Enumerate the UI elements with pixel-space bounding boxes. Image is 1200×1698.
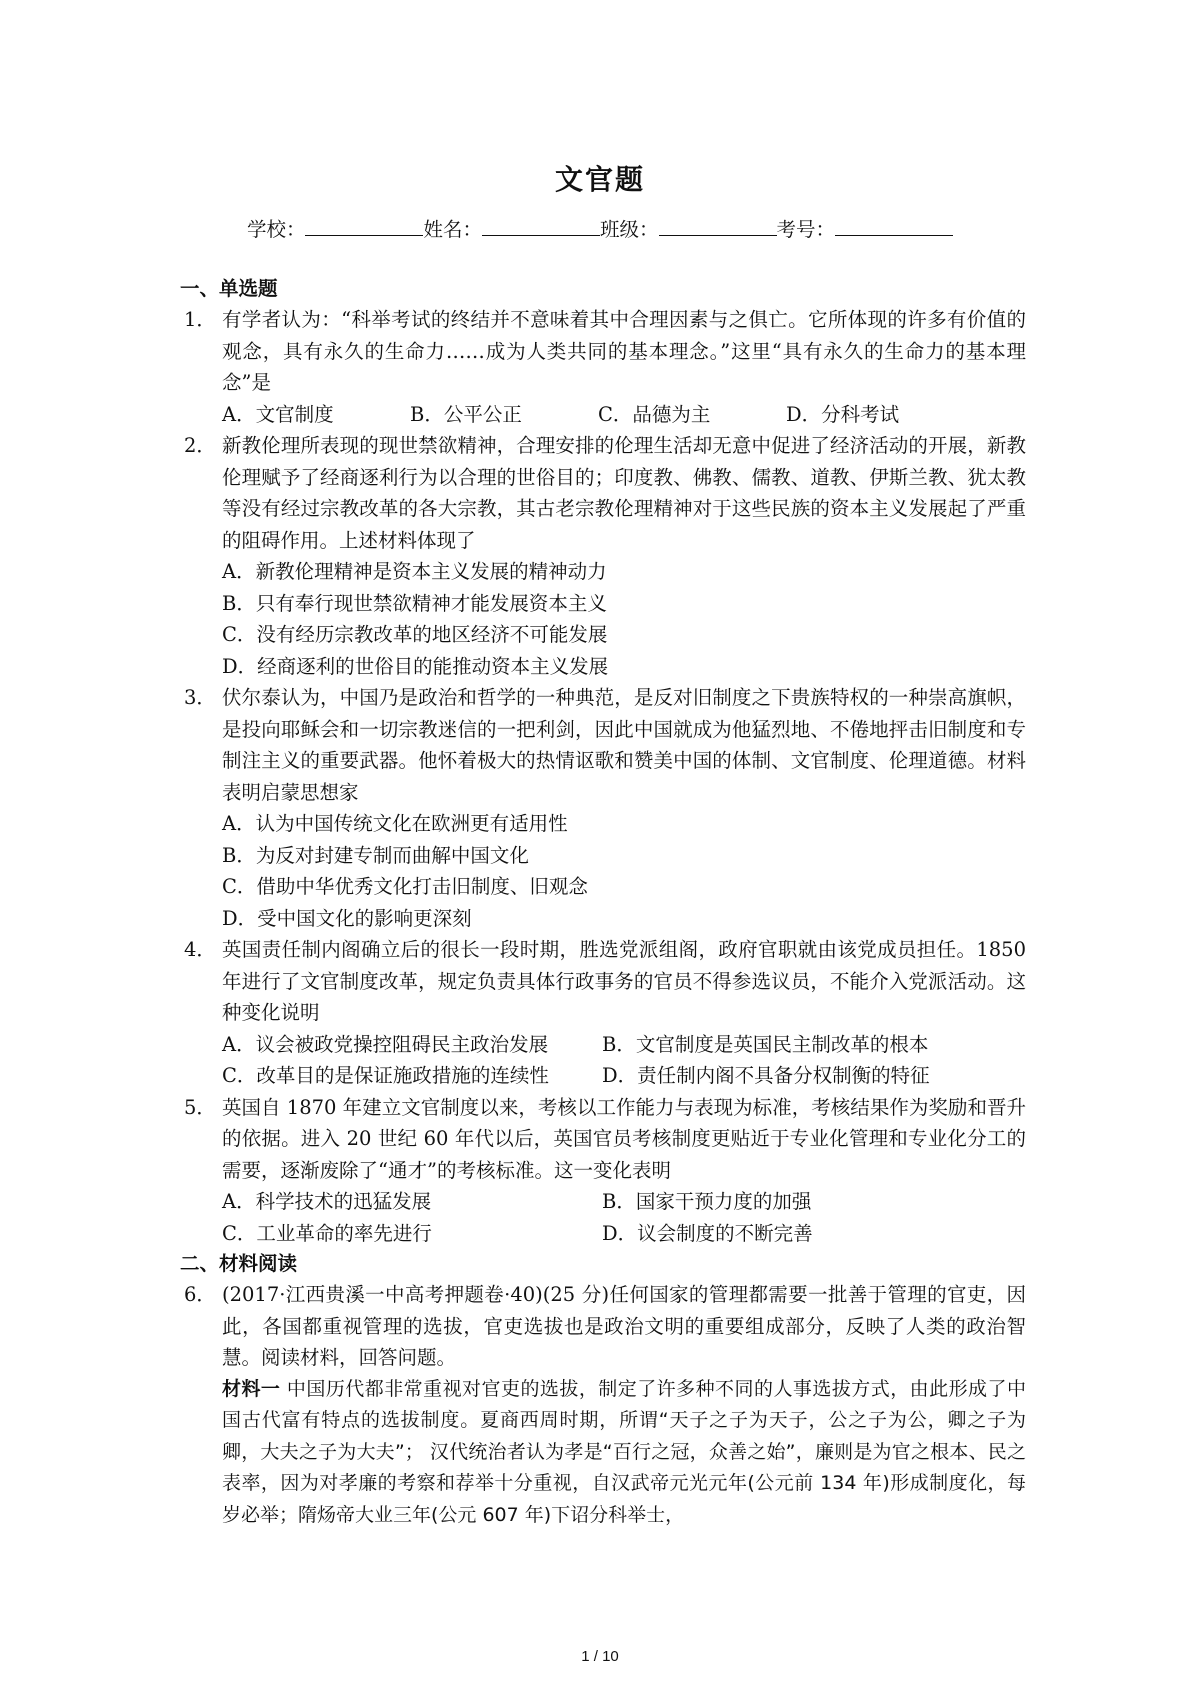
question-stem: 伏尔泰认为，中国乃是政治和哲学的一种典范，是反对旧制度之下贵族特权的一种崇高旗帜，是投向耶稣会和一切宗教迷信的一把利剑，因此中国就成为他猛烈地、不倦地抨击旧制度和专制注主义的重要武器。他怀着极大的热情讴歌和赞美中国的体制、文官制度、伦理道德。材料表明启蒙思想家 [222, 686, 1026, 804]
option-b[interactable]: B．只有奉行现世禁欲精神才能发展资本主义 [222, 591, 607, 615]
option-a[interactable]: A．议会被政党操控阻碍民主政治发展 [222, 1032, 549, 1056]
question-stem: 英国责任制内阁确立后的很长一段时期，胜选党派组阁，政府官职就由该党成员担任。1850 年进行了文官制度改革，规定负责具体行政事务的官员不得参选议员，不能介入党派活动。这种变化说明 [222, 938, 1026, 1024]
question-stem: (2017·江西贵溪一中高考押题卷·40)(25 分)任何国家的管理都需要一批善于管理的官吏，因此，各国都重视管理的选拔，官吏选拔也是政治文明的重要组成部分，反映了人类的政治智慧。阅读材料，回答问题。 [222, 1283, 1026, 1369]
material-text: 中国历代都非常重视对官吏的选拔，制定了许多种不同的人事选拔方式，由此形成了中国古代富有特点的选拔制度。夏商西周时期，所谓“天子之子为天子，公之子为公，卿之子为卿，大夫之子为大夫”； 汉代统治者认为孝是“百行之冠，众善之始”，廉则是为官之根本、民之表率，因为对孝廉的考察和荐举十分重视，自汉武帝元光元年(公元前 134 年)形成制度化，每岁必举；隋炀帝大业三年(公元 607 年)下诏分科举士， [222, 1377, 1026, 1526]
question-5-options-row-1 [180, 1186, 1026, 1218]
question-stem: 英国自 1870 年建立文官制度以来，考核以工作能力与表现为标准，考核结果作为奖励和晋升的依据。进入 20 世纪 60 年代以后，英国官员考核制度更贴近于专业化管理和专业化分工的需要，逐渐废除了“通才”的考核标准。这一变化表明 [222, 1095, 1026, 1182]
school-label: 学校： [246, 218, 306, 241]
question-stem: 有学者认为：“科举考试的终结并不意味着其中合理因素与之俱亡。它所体现的许多有价值的观念，具有永久的生命力……成为人类共同的基本理念。”这里“具有永久的生命力的基本理念”是 [222, 308, 1026, 394]
question-number: 4． [184, 938, 216, 961]
option-c[interactable]: C．借助中华优秀文化打击旧制度、旧观念 [222, 875, 588, 898]
document-title: 文官题 [554, 163, 645, 196]
option-d[interactable]: D．议会制度的不断完善 [602, 1221, 813, 1245]
name-blank[interactable] [482, 217, 600, 236]
option-c[interactable]: C．品德为主 [598, 402, 711, 426]
question-4-options-row-1 [180, 1029, 1026, 1061]
option-b[interactable]: B．文官制度是英国民主制改革的根本 [602, 1032, 929, 1056]
student-info-line [0, 214, 1200, 242]
name-label: 姓名： [423, 218, 482, 241]
question-stem: 新教伦理所表现的现世禁欲精神，合理安排的伦理生活却无意中促进了经济活动的开展，新教伦理赋予了经商逐利行为以合理的世俗目的；印度教、佛教、儒教、道教、伊斯兰教、犹太教等没有经过宗教改革的各大宗教，其古老宗教伦理精神对于这些民族的资本主义发展起了严重的阻碍作用。上述材料体现了 [222, 434, 1026, 552]
exam-number-blank[interactable] [835, 217, 953, 236]
option-a[interactable]: A．科学技术的迅猛发展 [222, 1190, 432, 1213]
option-b[interactable]: B．为反对封建专制而曲解中国文化 [222, 843, 529, 867]
option-a[interactable]: A．认为中国传统文化在欧洲更有适用性 [222, 812, 568, 835]
material-one [180, 1374, 1026, 1532]
question-5-options-row-2 [180, 1218, 1026, 1250]
option-a[interactable]: A．文官制度 [222, 402, 334, 426]
question-6 [180, 1279, 1026, 1374]
school-blank[interactable] [305, 217, 423, 236]
section-heading-single-choice: 一、单选题 [180, 277, 278, 300]
material-label: 材料一 [222, 1377, 281, 1400]
option-c[interactable]: C．没有经历宗教改革的地区经济不可能发展 [222, 623, 608, 646]
option-b[interactable]: B．国家干预力度的加强 [602, 1190, 812, 1213]
question-number: 6． [184, 1283, 216, 1306]
question-number: 3． [184, 686, 216, 709]
question-4 [180, 934, 1026, 1029]
question-number: 1． [184, 308, 216, 331]
question-3 [180, 682, 1026, 808]
option-b[interactable]: B．公平公正 [410, 402, 522, 426]
option-d[interactable]: D．责任制内阁不具备分权制衡的特征 [602, 1064, 930, 1087]
question-5 [180, 1092, 1026, 1187]
option-a[interactable]: A．新教伦理精神是资本主义发展的精神动力 [222, 560, 607, 583]
question-1-options [180, 399, 1026, 431]
section-heading-material-reading: 二、材料阅读 [180, 1252, 298, 1275]
question-number: 5． [184, 1095, 216, 1119]
option-c[interactable]: C．工业革命的率先进行 [222, 1221, 432, 1245]
option-c[interactable]: C．改革目的是保证施政措施的连续性 [222, 1064, 549, 1087]
question-4-options-row-2 [180, 1060, 1026, 1092]
option-d[interactable]: D．分科考试 [786, 402, 900, 426]
option-d[interactable]: D．受中国文化的影响更深刻 [222, 906, 472, 930]
page-number: 1 / 10 [581, 1648, 619, 1665]
exam-number-label: 考号： [776, 218, 836, 241]
question-number: 2． [184, 434, 216, 457]
question-2 [180, 430, 1026, 556]
question-1 [180, 304, 1026, 399]
class-label: 班级： [600, 218, 659, 241]
class-blank[interactable] [659, 217, 777, 236]
option-d[interactable]: D．经商逐利的世俗目的能推动资本主义发展 [222, 654, 609, 678]
document-body [180, 274, 1026, 1531]
